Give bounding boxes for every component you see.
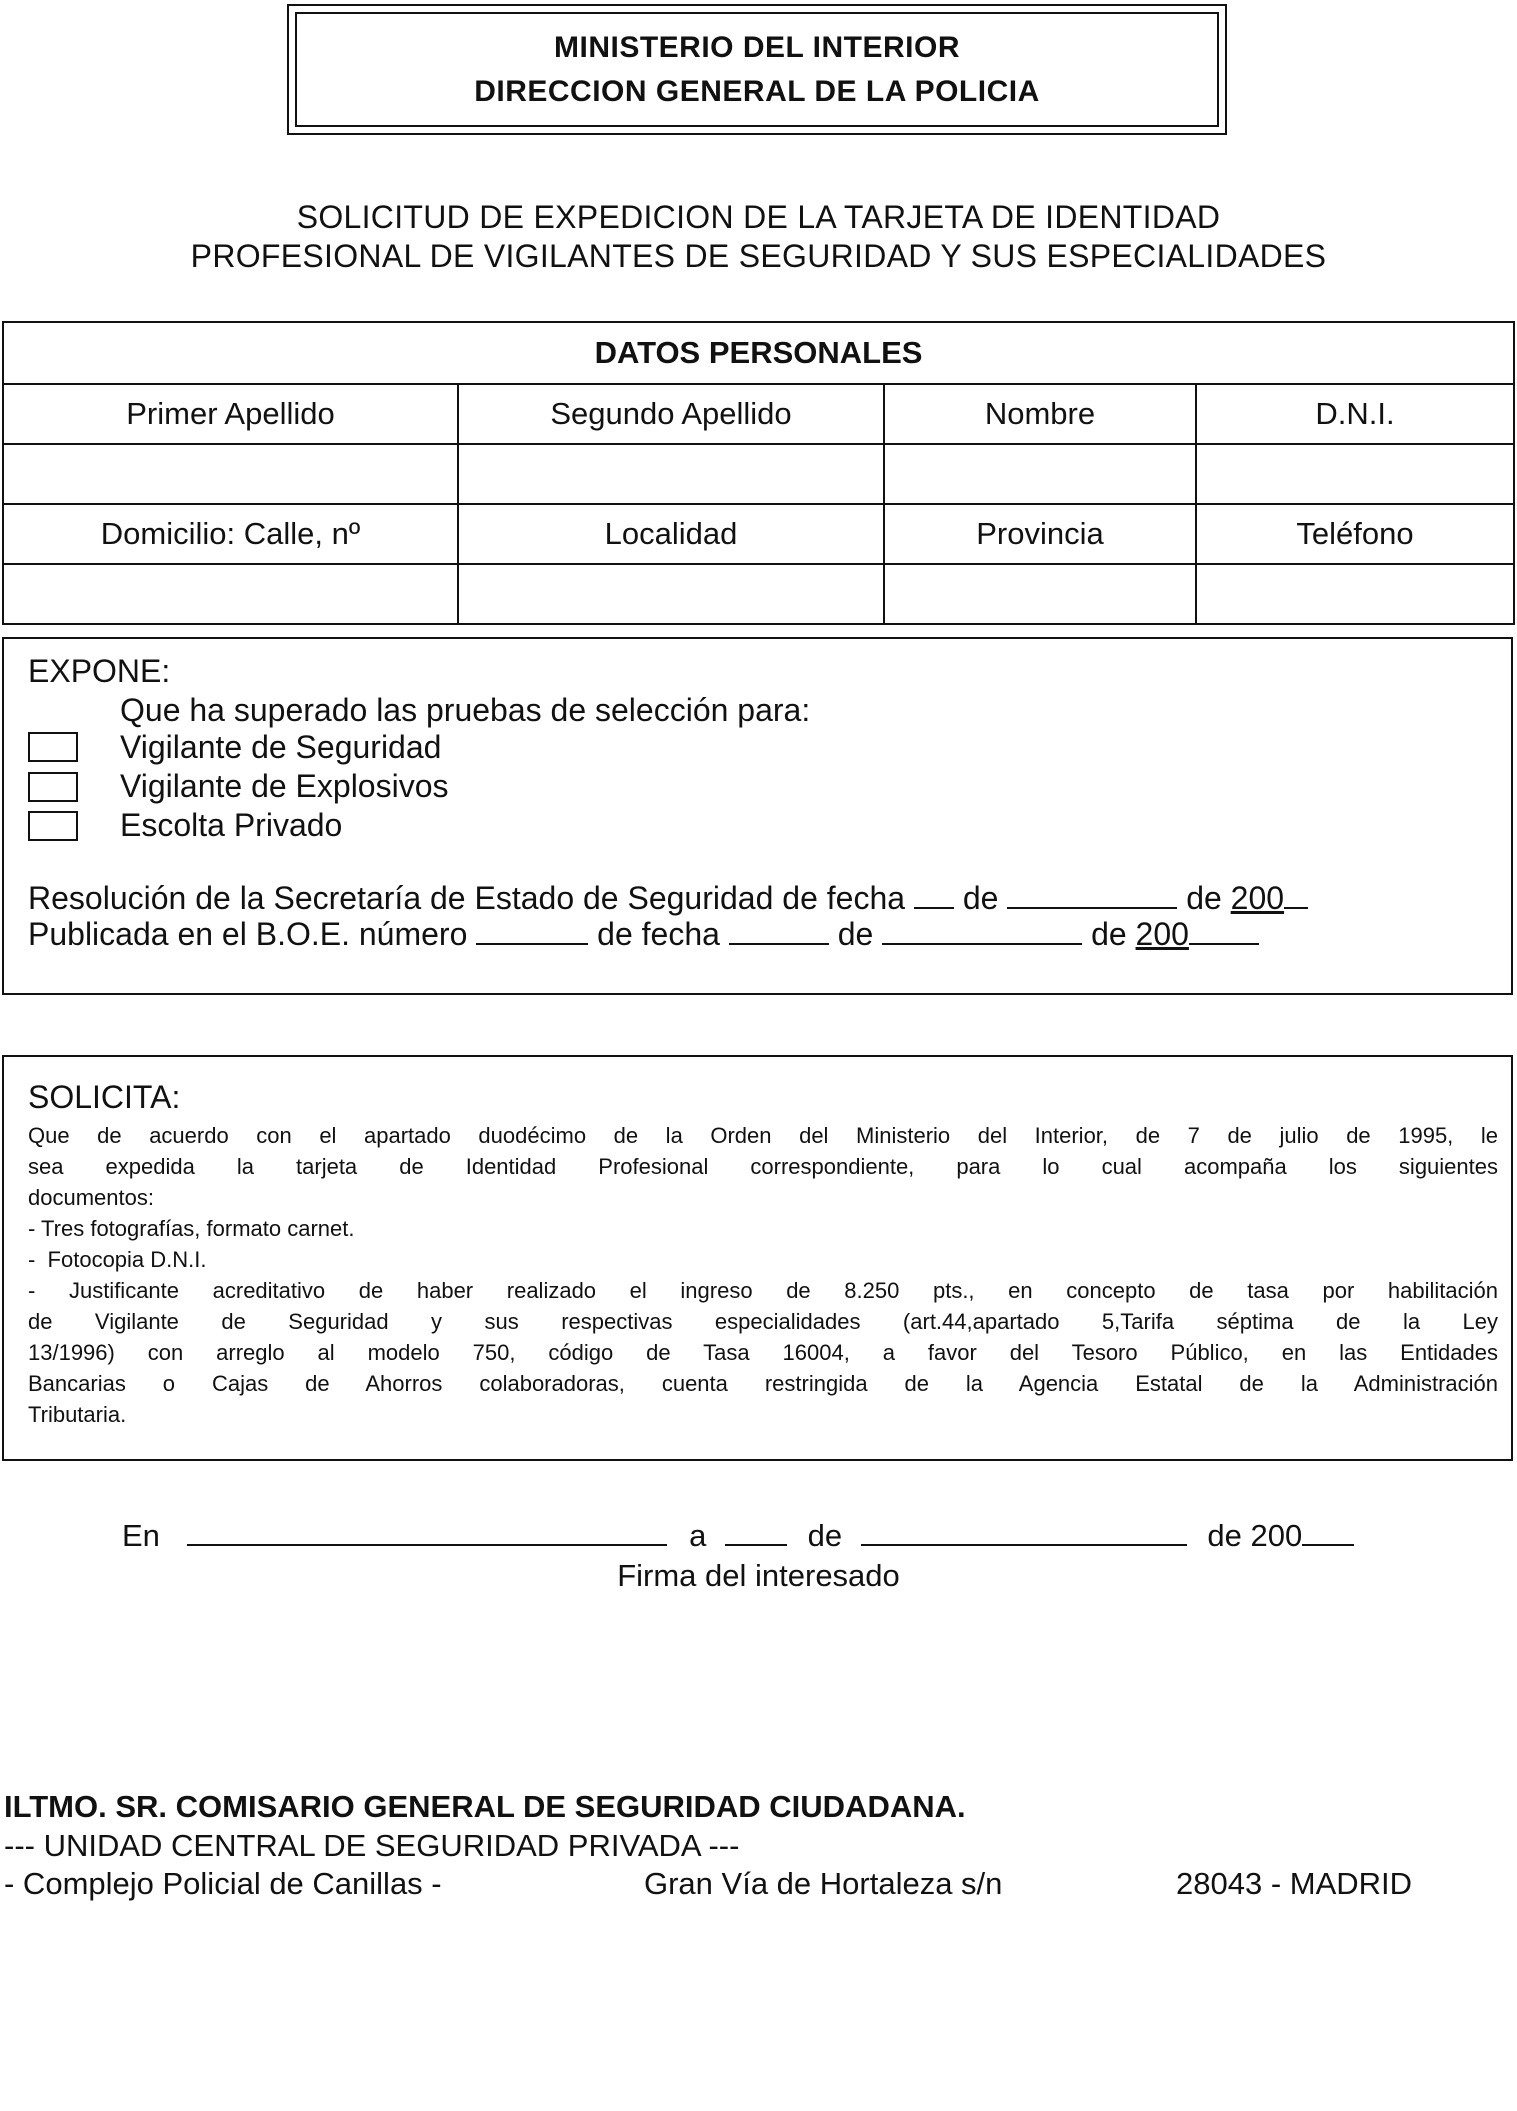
solicita-doc-justificante-l1: - Justificante acreditativo de haber realizado el ingreso de 8.250 pts., en concepto de tasa por habilitación [28, 1278, 1498, 1303]
field-telefono[interactable] [1196, 564, 1514, 624]
resolucion-de1: de [962, 880, 999, 916]
solicita-line3: documentos: [28, 1185, 154, 1210]
boe-year-field[interactable] [1189, 917, 1259, 945]
solicita-doc-justificante-l2: de Vigilante de Seguridad y sus respectivas especialidades (art.44,apartado 5,Tarifa séptima de la Ley [28, 1309, 1498, 1334]
solicita-doc-fotografias: - Tres fotografías, formato carnet. [28, 1216, 355, 1241]
firma-lugar-field[interactable] [187, 1518, 667, 1546]
ministry-name: MINISTERIO DEL INTERIOR [554, 30, 960, 64]
boe-prefix: Publicada en el B.O.E. número [28, 916, 468, 952]
expone-heading: EXPONE: [28, 653, 171, 689]
firma-anio-field[interactable] [1302, 1518, 1354, 1546]
resolucion-month-field[interactable] [1007, 881, 1177, 909]
solicita-line1: Que de acuerdo con el apartado duodécimo de la Orden del Ministerio del Interior, de 7 de julio de 1995, le [28, 1123, 1498, 1148]
boe-month-field[interactable] [882, 917, 1082, 945]
label-provincia: Provincia [884, 504, 1196, 564]
firma-a: a [689, 1518, 707, 1553]
boe-de2: de [1091, 916, 1127, 952]
firma-de2: de 200 [1207, 1518, 1303, 1553]
checkbox-vigilante-seguridad[interactable] [28, 732, 78, 762]
solicita-doc-dni: - Fotocopia D.N.I. [28, 1247, 207, 1272]
addressee-title: ILTMO. SR. COMISARIO GENERAL DE SEGURIDAD CIUDADANA. [4, 1789, 966, 1824]
option-vigilante-seguridad: Vigilante de Seguridad [120, 729, 442, 765]
solicita-line2: sea expedida la tarjeta de Identidad Profesional correspondiente, para lo cual acompaña los siguientes [28, 1154, 1498, 1179]
boe-year: 200 [1135, 916, 1189, 952]
resolucion-prefix: Resolución de la Secretaría de Estado de Seguridad de fecha [28, 880, 906, 916]
label-segundo-apellido: Segundo Apellido [458, 384, 884, 444]
addressee-complex: - Complejo Policial de Canillas - [4, 1866, 442, 1901]
field-localidad[interactable] [458, 564, 884, 624]
header-inner-frame [295, 12, 1219, 127]
solicita-doc-justificante-l4: Bancarias o Cajas de Ahorros colaboradoras, cuenta restringida de la Agencia Estatal de la Administración [28, 1371, 1498, 1396]
boe-day-field[interactable] [729, 917, 829, 945]
field-segundo-apellido[interactable] [458, 444, 884, 504]
label-dni: D.N.I. [1196, 384, 1514, 444]
addressee-unit: --- UNIDAD CENTRAL DE SEGURIDAD PRIVADA --- [4, 1828, 740, 1863]
form-title-line1: SOLICITUD DE EXPEDICION DE LA TARJETA DE IDENTIDAD [296, 199, 1221, 235]
checkbox-vigilante-explosivos[interactable] [28, 772, 78, 802]
checkbox-escolta-privado[interactable] [28, 811, 78, 841]
label-localidad: Localidad [458, 504, 884, 564]
personal-data-table [2, 321, 1515, 625]
field-provincia[interactable] [884, 564, 1196, 624]
resolucion-de2: de [1186, 880, 1222, 916]
label-primer-apellido: Primer Apellido [3, 384, 458, 444]
boe-de1: de [837, 916, 874, 952]
resolucion-year: 200 [1230, 880, 1285, 916]
header-box [287, 4, 1227, 135]
boe-number-field[interactable] [476, 917, 588, 945]
firma-dia-field[interactable] [725, 1518, 787, 1546]
boe-fecha: de fecha [597, 916, 720, 952]
field-nombre[interactable] [884, 444, 1196, 504]
solicita-doc-justificante-l5: Tributaria. [28, 1402, 127, 1427]
expone-intro: Que ha superado las pruebas de selección para: [120, 692, 811, 728]
addressee-street: Gran Vía de Hortaleza s/n [644, 1866, 1003, 1901]
resolucion-year-field[interactable] [1284, 881, 1308, 909]
resolucion-day-field[interactable] [914, 881, 954, 909]
expone-section [2, 637, 1513, 995]
addressee-city: 28043 - MADRID [1176, 1866, 1413, 1901]
resolucion-line [28, 880, 1308, 917]
firma-de1: de [807, 1518, 843, 1553]
personal-data-heading: DATOS PERSONALES [3, 322, 1514, 384]
label-telefono: Teléfono [1196, 504, 1514, 564]
field-primer-apellido[interactable] [3, 444, 458, 504]
solicita-section [2, 1055, 1513, 1461]
firma-mes-field[interactable] [861, 1518, 1187, 1546]
label-domicilio: Domicilio: Calle, nº [3, 504, 458, 564]
field-dni[interactable] [1196, 444, 1514, 504]
field-domicilio[interactable] [3, 564, 458, 624]
form-title-line2: PROFESIONAL DE VIGILANTES DE SEGURIDAD Y SUS ESPECIALIDADES [190, 238, 1327, 274]
boe-line [28, 916, 1259, 953]
option-vigilante-explosivos: Vigilante de Explosivos [120, 768, 449, 804]
solicita-heading: SOLICITA: [28, 1079, 181, 1115]
solicita-text [28, 1120, 1498, 1430]
option-escolta-privado: Escolta Privado [120, 807, 343, 843]
firma-en: En [122, 1518, 160, 1553]
firma-line [122, 1518, 1354, 1554]
directorate-name: DIRECCION GENERAL DE LA POLICIA [474, 74, 1040, 108]
firma-label: Firma del interesado [617, 1558, 900, 1593]
label-nombre: Nombre [884, 384, 1196, 444]
solicita-doc-justificante-l3: 13/1996) con arreglo al modelo 750, código de Tasa 16004, a favor del Tesoro Público, en las Entidades [28, 1340, 1498, 1365]
